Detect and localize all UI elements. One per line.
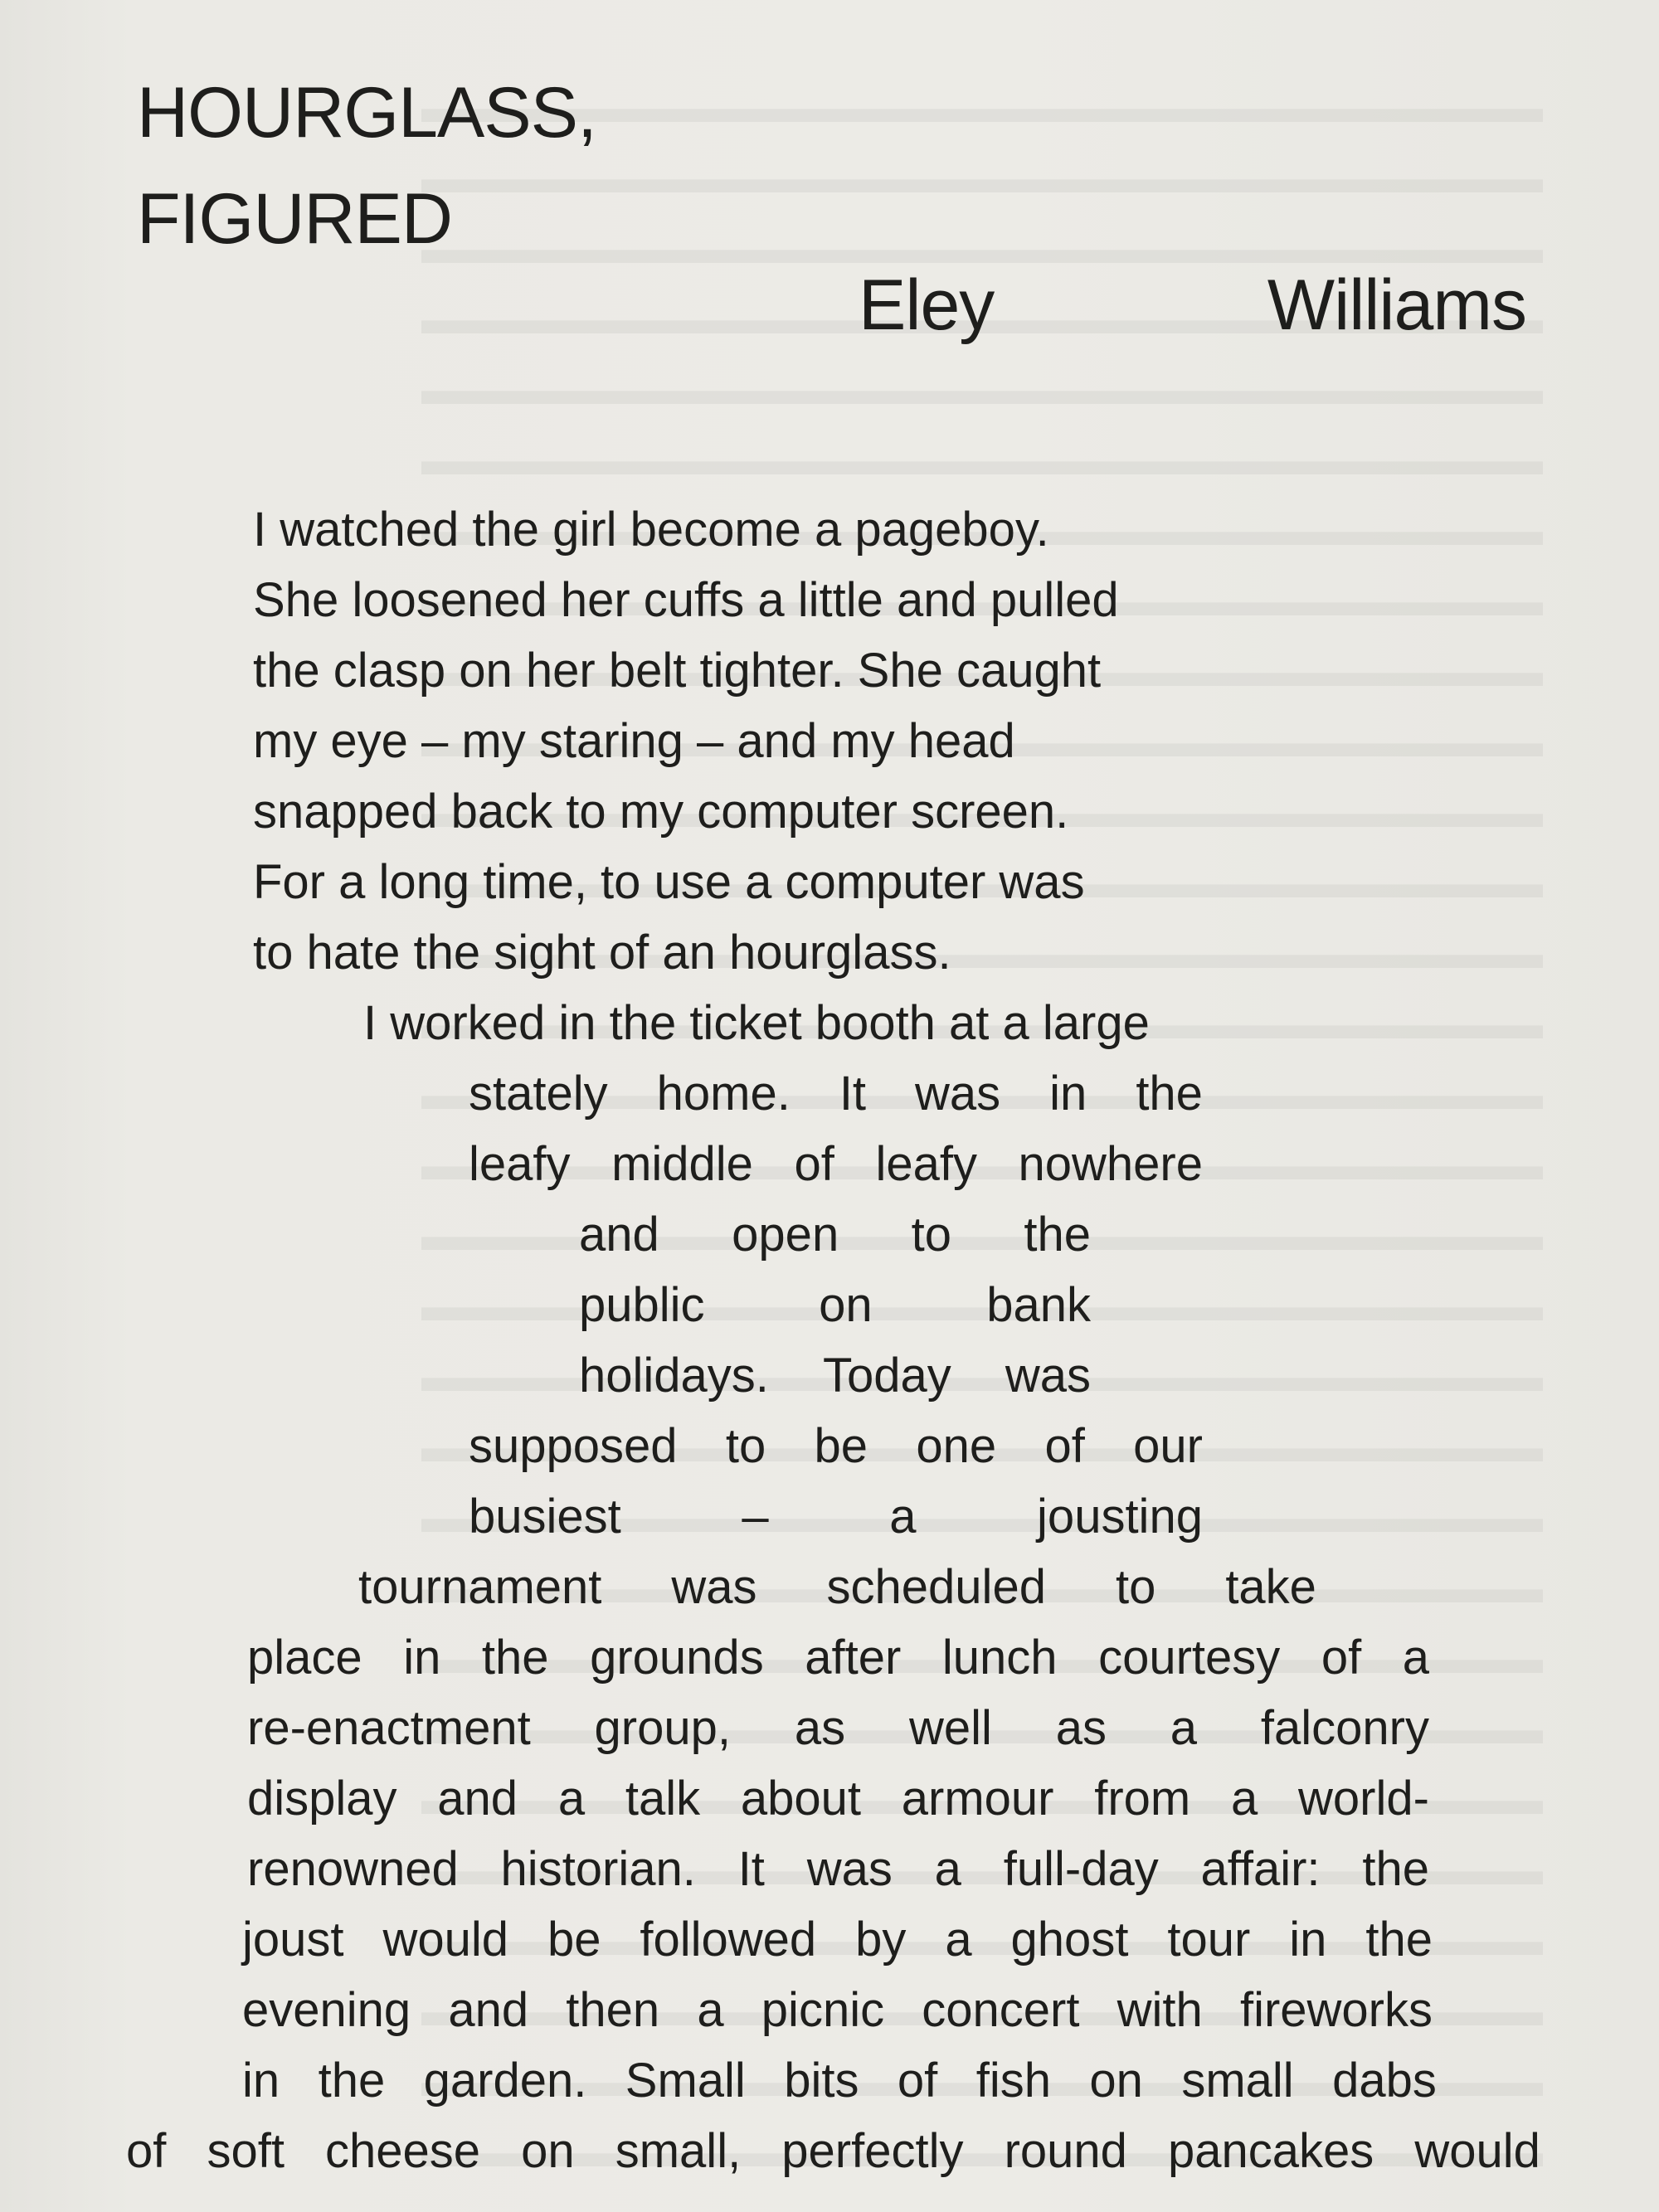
body-line — [247, 1763, 1429, 1834]
body-word: about — [740, 1772, 862, 1826]
body-word: take — [1225, 1560, 1316, 1614]
body-word: public — [579, 1278, 705, 1332]
body-word: was — [1005, 1349, 1091, 1403]
body-word: of — [794, 1137, 834, 1191]
body-word: a — [697, 1983, 724, 2037]
body-word: It — [737, 1842, 765, 1896]
body-word: round — [1004, 2124, 1127, 2178]
body-word: world- — [1298, 1772, 1429, 1826]
body-word: of — [897, 2054, 938, 2107]
body-word: to — [911, 1208, 951, 1262]
body-word: in — [403, 1631, 441, 1685]
body-word: re-enactment — [247, 1701, 531, 1755]
body-word: then — [566, 1983, 660, 2037]
body-word: joust — [242, 1913, 344, 1966]
body-word: as — [794, 1701, 846, 1755]
body-word: the — [318, 2054, 386, 2107]
body-word: after — [805, 1631, 902, 1685]
story-title — [137, 60, 596, 272]
body-word: falconry — [1260, 1701, 1429, 1755]
body-line — [247, 1622, 1429, 1693]
body-word: small — [1181, 2054, 1294, 2107]
body-word: a — [945, 1913, 972, 1966]
body-line — [126, 2116, 1540, 2186]
body-word: followed — [640, 1913, 817, 1966]
body-word: soft — [207, 2124, 285, 2178]
body-line — [469, 1058, 1203, 1129]
body-word: courtesy — [1098, 1631, 1281, 1685]
body-word: middle — [611, 1137, 753, 1191]
body-word: would — [1414, 2124, 1540, 2178]
body-word: was — [806, 1842, 893, 1896]
story-title-line-1: HOURGLASS, — [137, 73, 596, 153]
body-word: talk — [625, 1772, 701, 1826]
body-word: a — [557, 1772, 586, 1826]
body-line: I watched the girl become a pageboy. — [253, 503, 1049, 557]
body-word: affair: — [1200, 1842, 1321, 1896]
body-word: from — [1094, 1772, 1191, 1826]
body-line: my eye – my staring – and my head — [253, 714, 1015, 768]
body-word: on — [1089, 2054, 1143, 2107]
body-word: garden. — [423, 2054, 587, 2107]
body-line: She loosened her cuffs a little and pulled — [253, 573, 1119, 627]
body-line — [469, 1129, 1203, 1199]
body-line — [242, 1904, 1433, 1975]
body-word: renowned — [247, 1842, 459, 1896]
body-word: jousting — [1037, 1490, 1203, 1544]
body-word: Today — [822, 1349, 951, 1403]
body-word: leafy — [469, 1137, 571, 1191]
body-word: armour — [901, 1772, 1054, 1826]
body-word: grounds — [590, 1631, 764, 1685]
body-word: evening — [242, 1983, 411, 2037]
body-word: nowhere — [1018, 1137, 1203, 1191]
body-line: to hate the sight of an hourglass. — [253, 926, 951, 980]
body-word: to — [1115, 1560, 1156, 1614]
body-word: display — [247, 1772, 397, 1826]
body-word: pancakes — [1167, 2124, 1374, 2178]
body-word: and — [437, 1772, 518, 1826]
body-line — [242, 2045, 1437, 2116]
body-word: on — [521, 2124, 575, 2178]
body-word: of — [126, 2124, 167, 2178]
body-word: in — [1289, 1913, 1327, 1966]
body-word: fish — [975, 2054, 1051, 2107]
body-word: in — [1049, 1067, 1087, 1121]
body-word: well — [908, 1701, 992, 1755]
body-line — [358, 1552, 1316, 1622]
body-word: dabs — [1332, 2054, 1437, 2107]
body-word: one — [916, 1419, 997, 1473]
body-word: concert — [922, 1983, 1080, 2037]
body-word: tournament — [358, 1560, 602, 1614]
body-word: the — [1136, 1067, 1203, 1121]
body-word: a — [934, 1842, 961, 1896]
body-word: fireworks — [1239, 1983, 1433, 2037]
body-word: and — [448, 1983, 529, 2037]
body-word: small, — [615, 2124, 742, 2178]
body-word: by — [855, 1913, 907, 1966]
body-word: place — [247, 1631, 362, 1685]
body-word: historian. — [500, 1842, 696, 1896]
body-line: the clasp on her belt tighter. She caught — [253, 644, 1102, 698]
body-word: supposed — [469, 1419, 678, 1473]
body-line: For a long time, to use a computer was — [253, 855, 1085, 909]
body-word: home. — [656, 1067, 791, 1121]
body-line: I worked in the ticket booth at a large — [363, 996, 1150, 1050]
body-word: bits — [784, 2054, 859, 2107]
body-word: as — [1055, 1701, 1107, 1755]
body-line — [247, 1834, 1429, 1904]
body-word: – — [742, 1490, 769, 1544]
author-byline — [859, 264, 1526, 347]
body-line: snapped back to my computer screen. — [253, 785, 1069, 839]
body-word: full-day — [1003, 1842, 1159, 1896]
body-word: was — [671, 1560, 757, 1614]
body-word: a — [1170, 1701, 1198, 1755]
body-word: Small — [625, 2054, 746, 2107]
body-word: cheese — [325, 2124, 481, 2178]
body-word: leafy — [875, 1137, 977, 1191]
body-word: lunch — [941, 1631, 1058, 1685]
body-word: busiest — [469, 1490, 621, 1544]
body-word: of — [1044, 1419, 1085, 1473]
body-word: a — [1402, 1631, 1429, 1685]
body-word: our — [1133, 1419, 1203, 1473]
story-title-line-2: FIGURED — [137, 179, 452, 259]
body-word: be — [547, 1913, 601, 1966]
body-word: the — [1362, 1842, 1429, 1896]
body-word: was — [915, 1067, 1001, 1121]
body-word: open — [732, 1208, 839, 1262]
body-word: It — [839, 1067, 867, 1121]
body-line — [469, 1481, 1203, 1552]
body-word: on — [819, 1278, 873, 1332]
author-first-name: Eley — [859, 265, 995, 345]
body-line — [579, 1270, 1091, 1340]
body-word: ghost — [1010, 1913, 1129, 1966]
body-word: bank — [986, 1278, 1091, 1332]
body-line — [579, 1199, 1091, 1270]
body-word: with — [1117, 1983, 1203, 2037]
body-line — [469, 1411, 1203, 1481]
body-word: a — [889, 1490, 917, 1544]
body-word: and — [579, 1208, 659, 1262]
body-word: be — [814, 1419, 868, 1473]
body-word: the — [1365, 1913, 1433, 1966]
body-word: of — [1321, 1631, 1362, 1685]
body-word: the — [481, 1631, 549, 1685]
body-word: tour — [1167, 1913, 1251, 1966]
body-word: would — [382, 1913, 508, 1966]
author-last-name: Williams — [1267, 265, 1526, 345]
body-word: scheduled — [826, 1560, 1046, 1614]
body-word: a — [1230, 1772, 1258, 1826]
body-word: the — [1024, 1208, 1091, 1262]
body-word: stately — [469, 1067, 608, 1121]
body-word: perfectly — [781, 2124, 964, 2178]
body-line — [247, 1693, 1429, 1763]
body-line — [242, 1975, 1433, 2045]
body-word: holidays. — [579, 1349, 769, 1403]
body-line — [579, 1340, 1091, 1411]
body-word: picnic — [761, 1983, 885, 2037]
body-word: to — [725, 1419, 766, 1473]
body-word: group, — [594, 1701, 732, 1755]
body-word: in — [242, 2054, 280, 2107]
